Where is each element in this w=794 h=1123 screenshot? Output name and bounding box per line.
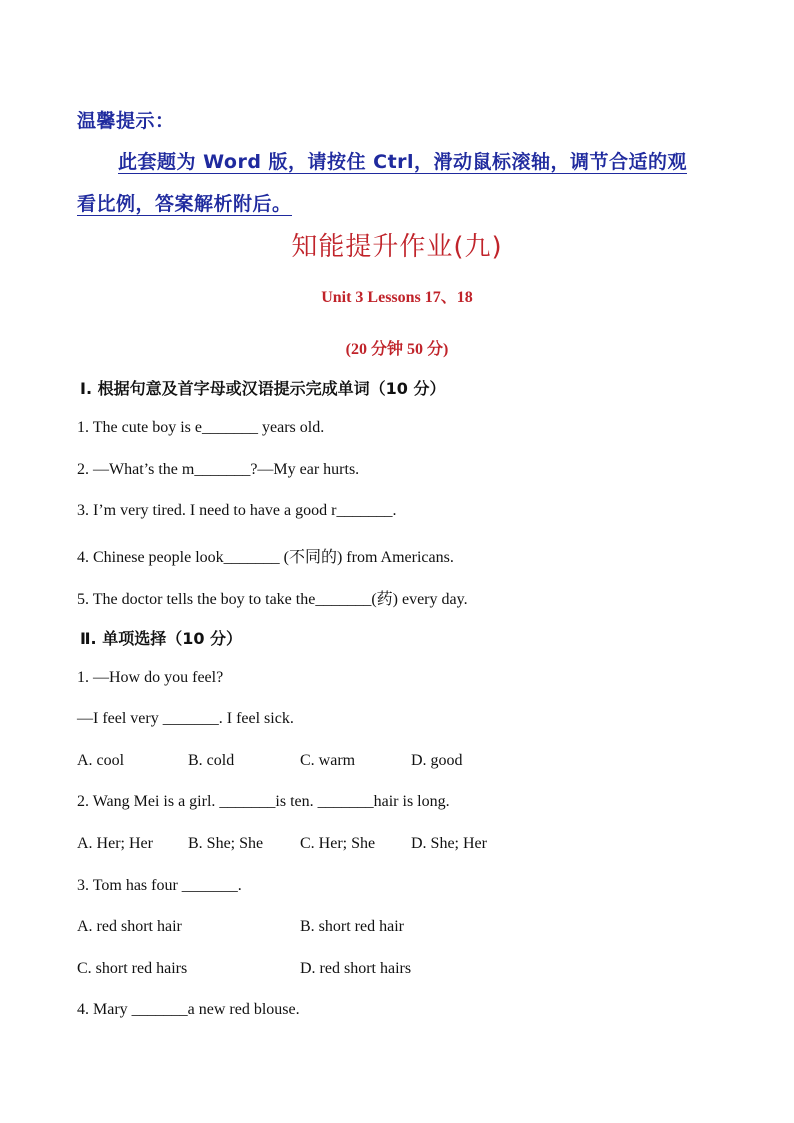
unit-lessons: Unit 3 Lessons 17、18 bbox=[321, 289, 473, 306]
question-1-option-d: D. good bbox=[411, 752, 463, 769]
question-1-option-a: A. cool bbox=[77, 752, 125, 769]
question-2-option-a: A. Her; Her bbox=[77, 835, 153, 852]
section-1-item-1: 1. The cute boy is e_______ years old. bbox=[77, 419, 325, 436]
section-1-item-3: 3. I’m very tired. I need to have a good r_______. bbox=[77, 502, 397, 519]
tip-line-1 bbox=[118, 147, 687, 174]
section-1-item-5: 5. The doctor tells the boy to take the_______(药) every day. bbox=[77, 591, 468, 608]
question-4-stem: 4. Mary _______a new red blouse. bbox=[77, 1001, 300, 1018]
question-2-option-d: D. She; Her bbox=[411, 835, 487, 852]
question-1-option-b: B. cold bbox=[188, 752, 235, 769]
question-1-option-c: C. warm bbox=[300, 752, 356, 769]
page-title: 知能提升作业(九) bbox=[291, 232, 503, 262]
question-3-option-d: D. red short hairs bbox=[300, 960, 412, 977]
question-3-stem: 3. Tom has four _______. bbox=[77, 877, 242, 894]
section-2-heading: Ⅱ. 单项选择（10 分） bbox=[80, 629, 243, 648]
section-1-heading: Ⅰ. 根据句意及首字母或汉语提示完成单词（10 分） bbox=[80, 379, 446, 398]
tip-line-1-text: 此套题为 Word 版，请按住 Ctrl，滑动鼠标滚轴，调节合适的观 bbox=[118, 151, 688, 173]
question-2-stem: 2. Wang Mei is a girl. _______is ten. _______hair is long. bbox=[77, 793, 450, 810]
tip-line-2 bbox=[77, 189, 292, 216]
tip-line-2-text: 看比例，答案解析附后。 bbox=[77, 193, 292, 215]
question-3-option-a: A. red short hair bbox=[77, 918, 182, 935]
question-3-option-b: B. short red hair bbox=[300, 918, 404, 935]
tip-heading: 温馨提示： bbox=[77, 110, 175, 132]
question-2-option-b: B. She; She bbox=[188, 835, 264, 852]
question-3-option-c: C. short red hairs bbox=[77, 960, 188, 977]
section-1-item-2: 2. —What’s the m_______?—My ear hurts. bbox=[77, 461, 360, 478]
question-2-option-c: C. Her; She bbox=[300, 835, 376, 852]
question-1-stem-2: —I feel very _______. I feel sick. bbox=[77, 710, 294, 727]
question-1-stem: 1. —How do you feel? bbox=[77, 669, 224, 686]
time-score: (20 分钟 50 分) bbox=[345, 341, 449, 358]
section-1-item-4: 4. Chinese people look_______ (不同的) from Americans. bbox=[77, 549, 454, 566]
